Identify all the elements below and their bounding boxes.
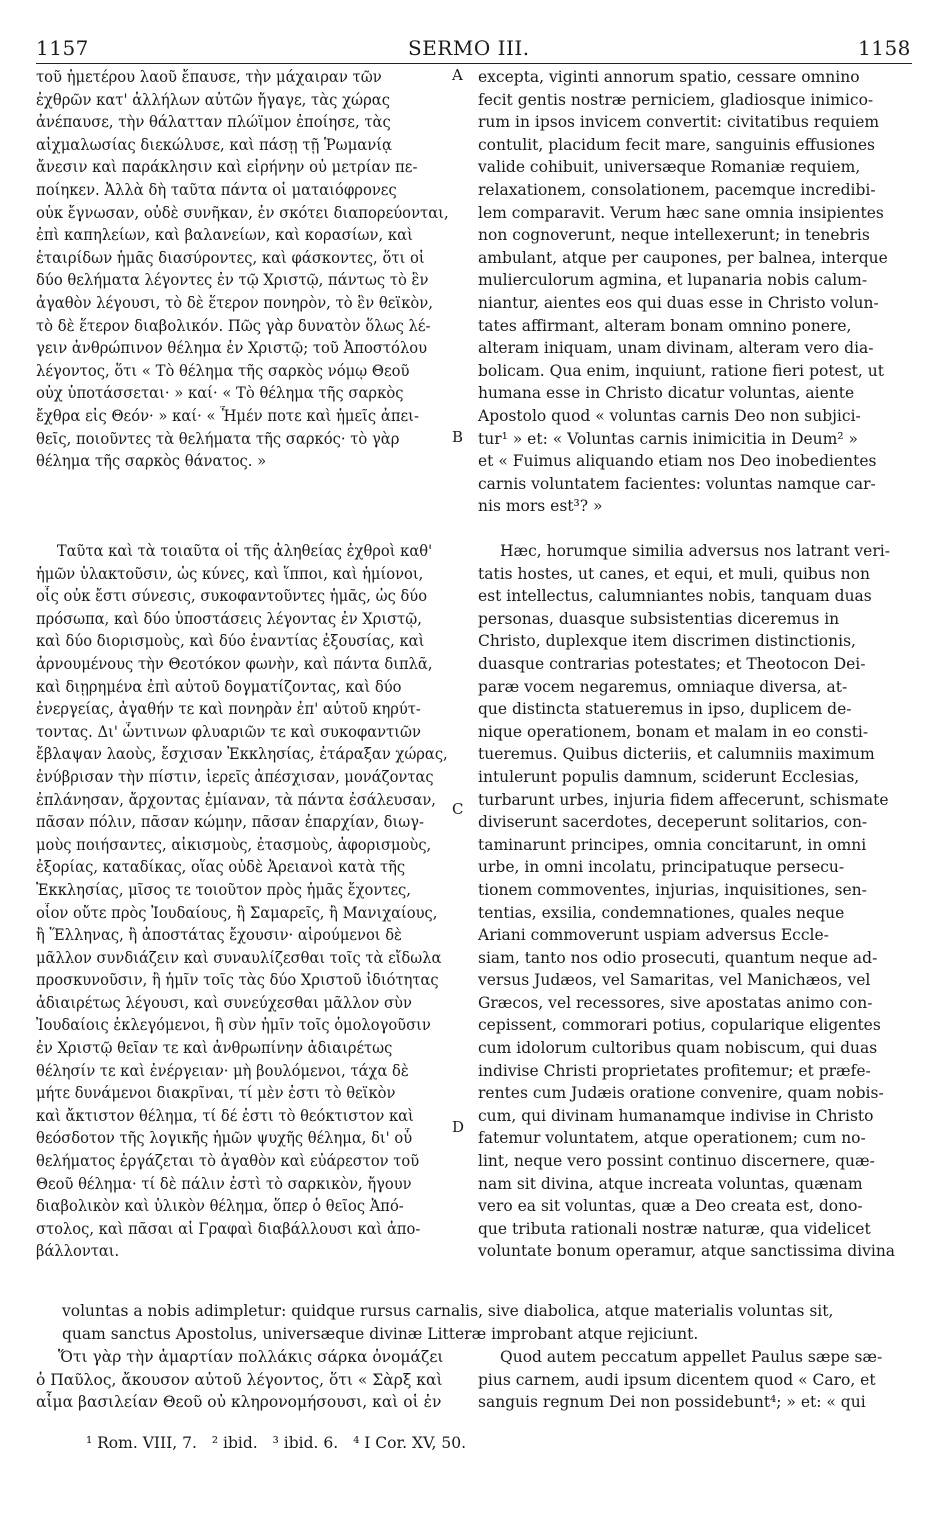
greek-line: ἐνύβρισαν τὴν πίστιν, ἱερεῖς ἀπέσχισαν, μονάζοντας	[36, 767, 434, 786]
latin-line: tatis hostes, ut canes, et equi, et muli, quibus non	[478, 564, 870, 583]
latin-column-middle	[478, 540, 895, 1263]
latin-line: alteram iniquam, unam divinam, alteram vero dia-	[478, 339, 874, 358]
latin-line: est intellectus, calumniantes nobis, tanquam duas	[478, 587, 872, 606]
greek-line: ἑταιρίδων ἡμᾶς διασύροντες, καὶ φάσκοντες, ὅτι οἱ	[36, 248, 425, 267]
greek-line: πρόσωπα, καὶ δύο ὑποστάσεις λέγοντας ἐν Χριστῷ,	[36, 609, 422, 628]
footnote-3: ³ ibid. 6.	[272, 1434, 339, 1452]
greek-line: ἀνέπαυσε, τὴν θάλατταν πλώϊμον ἐποίησε, τὰς	[36, 113, 391, 132]
greek-line: θέλημα τῆς σαρκὸς θάνατος. »	[36, 452, 267, 471]
greek-column-middle	[36, 540, 471, 1263]
latin-line: paræ vocem negaremus, omniaque diversa, at-	[478, 677, 848, 696]
greek-line: Θεοῦ θέλημα· τί δὲ πάλιν ἐστὶ τὸ σαρκικὸν, ἤγουν	[36, 1174, 412, 1193]
greek-line: ὁ Παῦλος, ἄκουσον αὐτοῦ λέγοντος, ὅτι « Σὰρξ καὶ	[36, 1370, 443, 1389]
footnote-2: ² ibid.	[211, 1434, 258, 1452]
latin-line: taminarunt principes, omnia concitarunt, in omni	[478, 835, 867, 854]
greek-line: ἔβλαψαν λαοὺς, ἔσχισαν Ἐκκλησίας, ἐτάραξαν χώρας,	[36, 745, 448, 764]
latin-line: lem comparavit. Verum hæc sane omnia insipientes	[478, 203, 884, 222]
greek-line: ἢ Ἕλληνας, ἢ ἀποστάτας ἔχουσιν· αἱρούμενοι δὲ	[36, 926, 402, 945]
greek-line: στολος, καὶ πᾶσαι αἱ Γραφαὶ διαβάλλουσι καὶ ἀπο-	[36, 1219, 421, 1238]
greek-line: ἄνεσιν καὶ παράκλησιν καὶ εἰρήνην οὐ μετρίαν πε-	[36, 158, 418, 177]
greek-line: οἷον οὔτε πρὸς Ἰουδαίους, ἢ Σαμαρεῖς, ἢ Μανιχαίους,	[36, 903, 438, 922]
greek-line: δύο θελήματα λέγοντες ἐν τῷ Χριστῷ, πάντως τὸ ἓν	[36, 271, 429, 290]
latin-line: voluntas a nobis adimpletur: quidque rursus carnalis, sive diabolica, atque materialis voluntas sit,	[62, 1302, 834, 1320]
greek-line: ποίηκεν. Ἀλλὰ δὴ ταῦτα πάντα οἱ ματαιόφρονες	[36, 180, 397, 199]
greek-line: ἐνεργείας, ἀγαθήν τε καὶ πονηρὰν ἐπ' αὐτοῦ κηρύτ-	[36, 700, 421, 719]
greek-line: μήτε δυνάμενοι διακρῖναι, τί μὲν ἐστι τὸ θεϊκὸν	[36, 1084, 396, 1103]
latin-line: Apostolo quod « voluntas carnis Deo non subjici-	[478, 406, 861, 425]
latin-line: siam, tanto nos odio prosecuti, quantum neque ad-	[478, 948, 878, 967]
latin-line: personas, duasque subsistentias diceremus in	[478, 609, 840, 628]
latin-line: que tributa rationali nostræ naturæ, qua videlicet	[478, 1219, 871, 1238]
latin-line: excepta, viginti annorum spatio, cessare omnino	[478, 68, 860, 86]
greek-line: ἡμῶν ὑλακτοῦσιν, ὡς κύνες, καὶ ἵπποι, καὶ ἡμίονοι,	[36, 564, 424, 583]
latin-line: turbarunt urbes, injuria fidem affecerunt, schismate	[478, 790, 889, 809]
latin-line: niantur, aientes eos qui duas esse in Christo volun-	[478, 293, 879, 312]
latin-line: fatemur voluntatem, atque operationem; cum no-	[478, 1129, 866, 1148]
greek-line: οὐκ ἔγνωσαν, οὐδὲ συνῆκαν, ἐν σκότει διαπορεύονται,	[36, 203, 449, 222]
latin-line: duasque contrarias potestates; et Theotocon Dei-	[478, 654, 866, 673]
latin-line: intulerunt populis damnum, sciderunt Ecclesias,	[478, 767, 860, 786]
greek-line: θέλησίν τε καὶ ἐνέργειαν· μὴ βουλόμενοι, τάχα δὲ	[36, 1061, 409, 1080]
latin-line: nis mors est³? »	[478, 497, 603, 516]
latin-line: versus Judæos, vel Samaritas, vel Manichæos, vel	[478, 971, 871, 990]
latin-line: et « Fuimus aliquando etiam nos Deo inobedientes	[478, 452, 877, 471]
latin-line: lint, neque vero possint continuo discernere, quæ-	[478, 1152, 875, 1171]
latin-line: vero ea sit voluntas, quæ a Deo creata est, dono-	[478, 1197, 863, 1216]
latin-line: Christo, duplexque item discrimen distinctionis,	[478, 632, 856, 651]
latin-full-width-lines	[62, 1300, 833, 1345]
latin-line: ambulant, atque per caupones, per balnea, interque	[478, 248, 888, 267]
greek-line: καὶ διῃρημένα ἐπὶ αὐτοῦ δογματίζοντας, καὶ δύο	[36, 677, 402, 696]
latin-line: voluntate bonum operamur, atque sanctissima divina	[478, 1242, 896, 1261]
margin-letter-c: C	[452, 800, 464, 818]
footnotes	[86, 1434, 476, 1452]
latin-line: indivise Christi proprietates profitemur; et præfe-	[478, 1061, 871, 1080]
greek-line: καὶ ἄκτιστον θέλημα, τί δέ ἐστι τὸ θεόκτιστον καὶ	[36, 1106, 414, 1125]
latin-line: diviserunt sacerdotes, deceperunt solitarios, con-	[478, 813, 868, 832]
latin-line: tur¹ » et: « Voluntas carnis inimicitia in Deum² »	[478, 429, 858, 448]
latin-line: Græcos, vel recessores, sive apostatas animo con-	[478, 993, 873, 1012]
latin-line: sanguis regnum Dei non possidebunt⁴; » et: « qui	[478, 1393, 866, 1412]
greek-line: ἐπὶ καπηλείων, καὶ βαλανείων, καὶ κορασίων, καὶ	[36, 226, 413, 245]
greek-line: καὶ δύο διορισμοὺς, καὶ δύο ἐναντίας ἐξουσίας, καὶ	[36, 632, 425, 651]
left-page-number: 1157	[36, 36, 89, 60]
latin-line: non cognoverunt, neque intellexerunt; in tenebris	[478, 226, 870, 245]
footnote-4: ⁴ I Cor. XV, 50.	[353, 1434, 467, 1452]
greek-column-bottom	[36, 1346, 443, 1414]
latin-line: nam sit divina, atque increata voluntas, quænam	[478, 1174, 863, 1193]
greek-line: Ὅτι γὰρ τὴν ἁμαρτίαν πολλάκις σάρκα ὀνομάζει	[58, 1348, 444, 1366]
greek-line: πᾶσαν πόλιν, πᾶσαν κώμην, πᾶσαν ἐπαρχίαν, διωγ-	[36, 813, 424, 832]
greek-line: ἐξορίας, καταδίκας, οἵας οὐδὲ Ἀρειανοὶ κατὰ τῆς	[36, 858, 406, 877]
latin-line: Quod autem peccatum appellet Paulus sæpe sæ-	[500, 1348, 883, 1366]
greek-line: αἰχμαλωσίας διεκώλυσε, καὶ πάσῃ τῇ Ῥωμανίᾳ	[36, 135, 392, 154]
right-page-number: 1158	[858, 36, 911, 60]
latin-line: valide cohibuit, universæque Romaniæ requiem,	[478, 158, 861, 177]
latin-line: rum in ipsos invicem convertit: civitatibus requiem	[478, 113, 880, 132]
latin-line: tentias, exsilia, condemnationes, quales neque	[478, 903, 845, 922]
latin-line: que distincta statueremus in ipso, duplicem de-	[478, 700, 852, 719]
greek-line: Ἰουδαίοις ἐκλεγόμενοι, ἢ σὺν ἡμῖν τοῖς ὁμολογοῦσιν	[36, 1016, 431, 1035]
header-rule	[36, 63, 912, 64]
latin-line: cum idolorum cultoribus quam nobiscum, qui duas	[478, 1039, 878, 1058]
greek-line: τὸ δὲ ἕτερον διαβολικόν. Πῶς γὰρ δυνατὸν ὅλως λέ-	[36, 316, 431, 335]
greek-line: λέγοντος, ὅτι « Τὸ θέλημα τῆς σαρκὸς νόμῳ Θεοῦ	[36, 361, 410, 380]
margin-letter-a: A	[452, 66, 463, 84]
margin-letter-d: D	[452, 1118, 465, 1136]
latin-line: tueremus. Quibus dicteriis, et calumniis maximum	[478, 745, 875, 764]
running-title: SERMO III.	[408, 36, 530, 60]
footnote-1: ¹ Rom. VIII, 7.	[86, 1434, 197, 1452]
greek-line: ἐπλάνησαν, ἄρχοντας ἐμίαναν, τὰ πάντα ἐσάλευσαν,	[36, 790, 436, 809]
greek-line: ἐν Χριστῷ θεῖαν τε καὶ ἀνθρωπίνην ἀδιαιρέτως	[36, 1039, 393, 1058]
greek-line: οἷς οὐκ ἔστι σύνεσις, συκοφαντοῦντες ἡμᾶς, ὡς δύο	[36, 587, 428, 606]
greek-line: αἷμα βασιλείαν Θεοῦ οὐ κληρονομήσουσι, καὶ οἱ ἐν	[36, 1393, 442, 1412]
latin-line: Ariani commoverunt uspiam adversus Eccle-	[478, 926, 829, 945]
latin-line: pius carnem, audi ipsum dicentem quod « Caro, et	[478, 1370, 876, 1389]
greek-column-top	[36, 66, 469, 473]
greek-line: θελήματος ἐργάζεται τὸ ἀγαθὸν καὶ εὐάρεστον τοῦ	[36, 1152, 420, 1171]
greek-line: θεῖς, ποιοῦντες τὰ θελήματα τῆς σαρκός· τὸ γὰρ	[36, 429, 400, 448]
latin-line: fecit gentis nostræ perniciem, gladiosque inimico-	[478, 90, 874, 109]
latin-line: mulierculorum agmina, et lupanaria nobis calum-	[478, 271, 868, 290]
greek-line: ἀγαθὸν λέγουσι, τὸ δὲ ἕτερον πονηρὸν, τὸ ἓν θεϊκὸν,	[36, 293, 433, 312]
latin-line: quam sanctus Apostolus, universæque divinæ Litteræ improbant atque rejiciunt.	[62, 1324, 699, 1343]
latin-line: bolicam. Qua enim, inquiunt, ratione fieri potest, ut	[478, 361, 884, 380]
latin-line: relaxationem, consolationem, pacemque incredibi-	[478, 180, 876, 199]
latin-line: rentes cum Judæis oratione convenire, quam nobis-	[478, 1084, 884, 1103]
latin-line: urbe, in omni incolatu, principatuque persecu-	[478, 858, 845, 877]
latin-line: cum, qui divinam humanamque indivise in Christo	[478, 1106, 874, 1125]
greek-line: Ταῦτα καὶ τὰ τοιαῦτα οἱ τῆς ἀληθείας ἐχθροὶ καθ'	[56, 542, 433, 560]
greek-line: μᾶλλον συνδιάζειν καὶ συναυλίζεσθαι τοῖς τὰ εἴδωλα	[36, 948, 442, 967]
greek-line: βάλλονται.	[36, 1242, 120, 1261]
greek-line: ἀρνουμένους τὴν Θεοτόκον φωνὴν, καὶ πάντα διπλᾶ,	[36, 654, 433, 673]
greek-line: προσκυνοῦσιν, ἢ ἡμῖν τοῖς τὰς δύο Χριστοῦ ἰδιότητας	[36, 971, 439, 990]
greek-line: ἔχθρα εἰς Θεόν· » καί· « Ἦμέν ποτε καὶ ἡμεῖς ἀπει-	[36, 406, 419, 425]
latin-line: contulit, placidum fecit mare, sanguinis effusiones	[478, 135, 875, 154]
greek-line: τοντας. Δι' ὧντινων φλυαριῶν τε καὶ συκοφαντιῶν	[36, 722, 421, 741]
latin-line: Hæc, horumque similia adversus nos latrant veri-	[500, 542, 890, 560]
greek-line: ἀδιαιρέτως λέγουσι, καὶ συνεύχεσθαι μᾶλλον σὺν	[36, 993, 412, 1012]
greek-line: τοῦ ἡμετέρου λαοῦ ἔπαυσε, τὴν μάχαιραν τῶν	[36, 68, 382, 86]
greek-line: ἐχθρῶν κατ' ἀλλήλων αὐτῶν ἤγαγε, τὰς χώρας	[36, 90, 390, 109]
latin-line: tates affirmant, alteram bonam omnino ponere,	[478, 316, 852, 335]
greek-line: οὐχ ὑποτάσσεται· » καί· « Τὸ θέλημα τῆς σαρκὸς	[36, 384, 404, 403]
latin-line: carnis voluntatem facientes: voluntas namque car-	[478, 474, 876, 493]
latin-line: nique operationem, bonam et malam in eo consti-	[478, 722, 869, 741]
greek-line: θεόσδοτον τῆς λογικῆς ἡμῶν ψυχῆς θέλημα, δι' οὗ	[36, 1129, 413, 1148]
latin-column-top	[478, 66, 888, 518]
margin-letter-b: B	[452, 428, 464, 446]
latin-line: tionem commoventes, injurias, inquisitiones, sen-	[478, 880, 867, 899]
greek-line: γειν ἀνθρώπινον θέλημα ἐν Χριστῷ; τοῦ Ἀποστόλου	[36, 339, 428, 358]
latin-line: cepissent, commorari potius, copularique eligentes	[478, 1016, 881, 1035]
greek-line: Ἐκκλησίας, μῖσος τε τοιοῦτον πρὸς ἡμᾶς ἔχοντες,	[36, 880, 411, 899]
latin-line: humana esse in Christo dicatur voluntas, aiente	[478, 384, 855, 403]
greek-line: μοὺς ποιήσαντες, αἰκισμοὺς, ἐτασμοὺς, ἀφορισμοὺς,	[36, 835, 432, 854]
greek-line: διαβολικὸν καὶ ὑλικὸν θέλημα, ὅπερ ὁ θεῖος Ἀπό-	[36, 1197, 404, 1216]
latin-column-bottom	[478, 1346, 882, 1414]
